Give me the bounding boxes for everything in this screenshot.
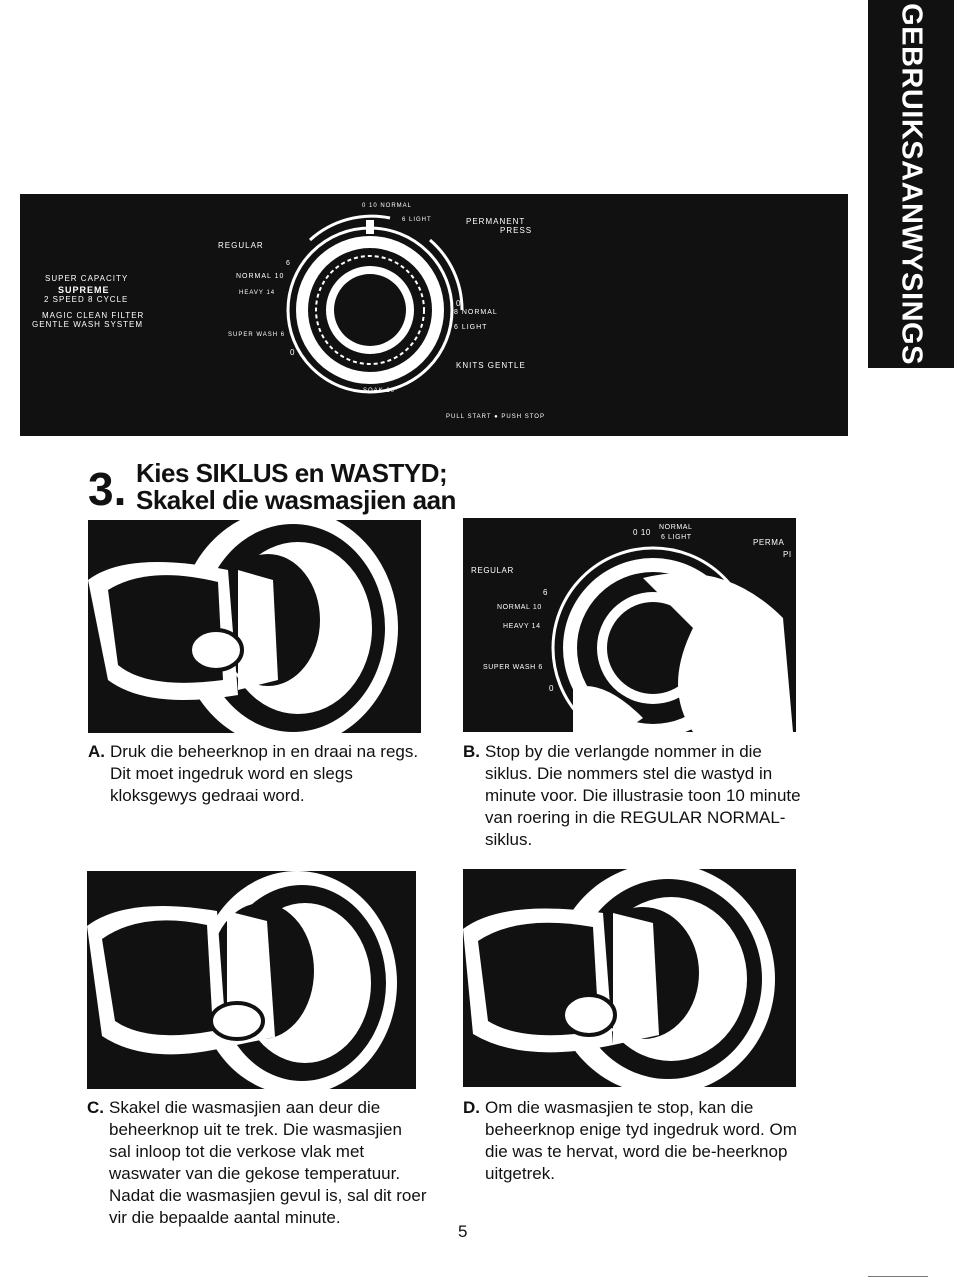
- b-zero-ten: 0 10: [633, 528, 651, 537]
- brand-line-1: SUPER CAPACITY: [45, 274, 129, 283]
- photo-b: [463, 518, 796, 732]
- photo-a: [88, 520, 421, 733]
- dial-zero-left: 0: [290, 348, 296, 357]
- b-pi: PI: [783, 550, 792, 559]
- dial-heavy14: HEAVY 14: [239, 290, 276, 296]
- caption-b-text: Stop by die verlangde nommer in die siklus. Die nommers stel die wastyd in minute voor. Die illustrasie toon 10 minute van roering in die REGULAR NORMAL-siklus.: [485, 742, 801, 849]
- b-light: 6 LIGHT: [661, 534, 692, 541]
- dial-normal-right: 8 NORMAL: [454, 309, 498, 316]
- dial-light-top: 6 LIGHT: [402, 217, 432, 223]
- photo-c-drawing: [87, 871, 416, 1089]
- dial-zero-right: 0: [456, 299, 462, 308]
- step-title-line-2: Skakel die wasmasjien aan: [136, 485, 456, 515]
- b-regular: REGULAR: [471, 566, 514, 575]
- brand-line-2: SUPREME: [58, 285, 110, 295]
- dial-regular: REGULAR: [218, 241, 264, 250]
- caption-d: [463, 1097, 803, 1187]
- b-normal10: NORMAL 10: [497, 604, 542, 611]
- dial-normal10: NORMAL 10: [236, 273, 285, 280]
- b-super-wash: SUPER WASH 6: [483, 664, 543, 671]
- caption-b-letter: B.: [463, 742, 480, 761]
- dial-knits: KNITS GENTLE: [456, 361, 526, 370]
- b-knits: KNITS: [739, 702, 766, 711]
- b-heavy14: HEAVY 14: [503, 623, 541, 630]
- photo-d: [463, 869, 796, 1087]
- dial-press: PRESS: [500, 226, 533, 235]
- caption-a-letter: A.: [88, 742, 105, 761]
- step-title-line-1: Kies SIKLUS en WASTYD;: [136, 458, 448, 488]
- dial-light-right: 6 LIGHT: [454, 324, 488, 331]
- dial-knob-illustration: [88, 520, 398, 733]
- b-normal: NORMAL: [659, 524, 693, 531]
- photo-a-drawing: [88, 520, 421, 733]
- dial-graphic: [288, 216, 462, 392]
- caption-c: [87, 1097, 427, 1231]
- caption-a-text: Druk die beheerknop in en draai na regs. Dit moet ingedruk word en slegs kloksgewys gedraai word.: [110, 742, 419, 805]
- caption-a: [88, 741, 428, 811]
- control-panel-illustration: [20, 194, 848, 436]
- section-side-tab: [868, 0, 954, 368]
- step-number: 3.: [88, 463, 127, 515]
- dial-knob-pushed-illustration: [463, 869, 775, 1087]
- page-number: 5: [458, 1222, 468, 1241]
- pull-push-label: PULL START ● PUSH STOP: [446, 414, 545, 420]
- dial-super-wash: SUPER WASH 6: [228, 332, 286, 338]
- photo-c: [87, 871, 416, 1089]
- dial-six: 6: [286, 260, 291, 267]
- caption-c-letter: C.: [87, 1098, 104, 1117]
- caption-c-text: Skakel die wasmasjien aan deur die beheerknop uit te trek. Die wasmasjien sal inloop tot die verkose vlak met waswater van die gekose temperatuur. Nadat die wasmasjien gevul is, sal dit roer vir die bepaalde aantal minute.: [109, 1098, 427, 1227]
- caption-d-letter: D.: [463, 1098, 480, 1117]
- b-six: 6: [543, 588, 549, 597]
- caption-b: [463, 741, 803, 853]
- b-zero: 0: [549, 684, 555, 693]
- dial-top-scale: 0 10 NORMAL: [362, 203, 413, 209]
- scan-mark: [868, 1276, 928, 1277]
- brand-line-5: GENTLE WASH SYSTEM: [32, 320, 144, 329]
- caption-d-text: Om die wasmasjien te stop, kan die beheerknop enige tyd ingedruk word. Om die was te hervat, word die be-heerknop uitgetrek.: [485, 1098, 797, 1183]
- b-perma: PERMA: [753, 538, 785, 547]
- photo-d-drawing: [463, 869, 796, 1087]
- side-tab-label: GEBRUIKSAANWYSINGS: [895, 3, 928, 365]
- dial-knob-pulled-illustration: [87, 871, 397, 1089]
- brand-line-4: MAGIC CLEAN FILTER: [42, 311, 145, 320]
- dial-permanent: PERMANENT: [466, 217, 526, 226]
- dial-soak: SOAK 20°: [363, 388, 399, 394]
- brand-line-3: 2 SPEED 8 CYCLE: [44, 295, 129, 304]
